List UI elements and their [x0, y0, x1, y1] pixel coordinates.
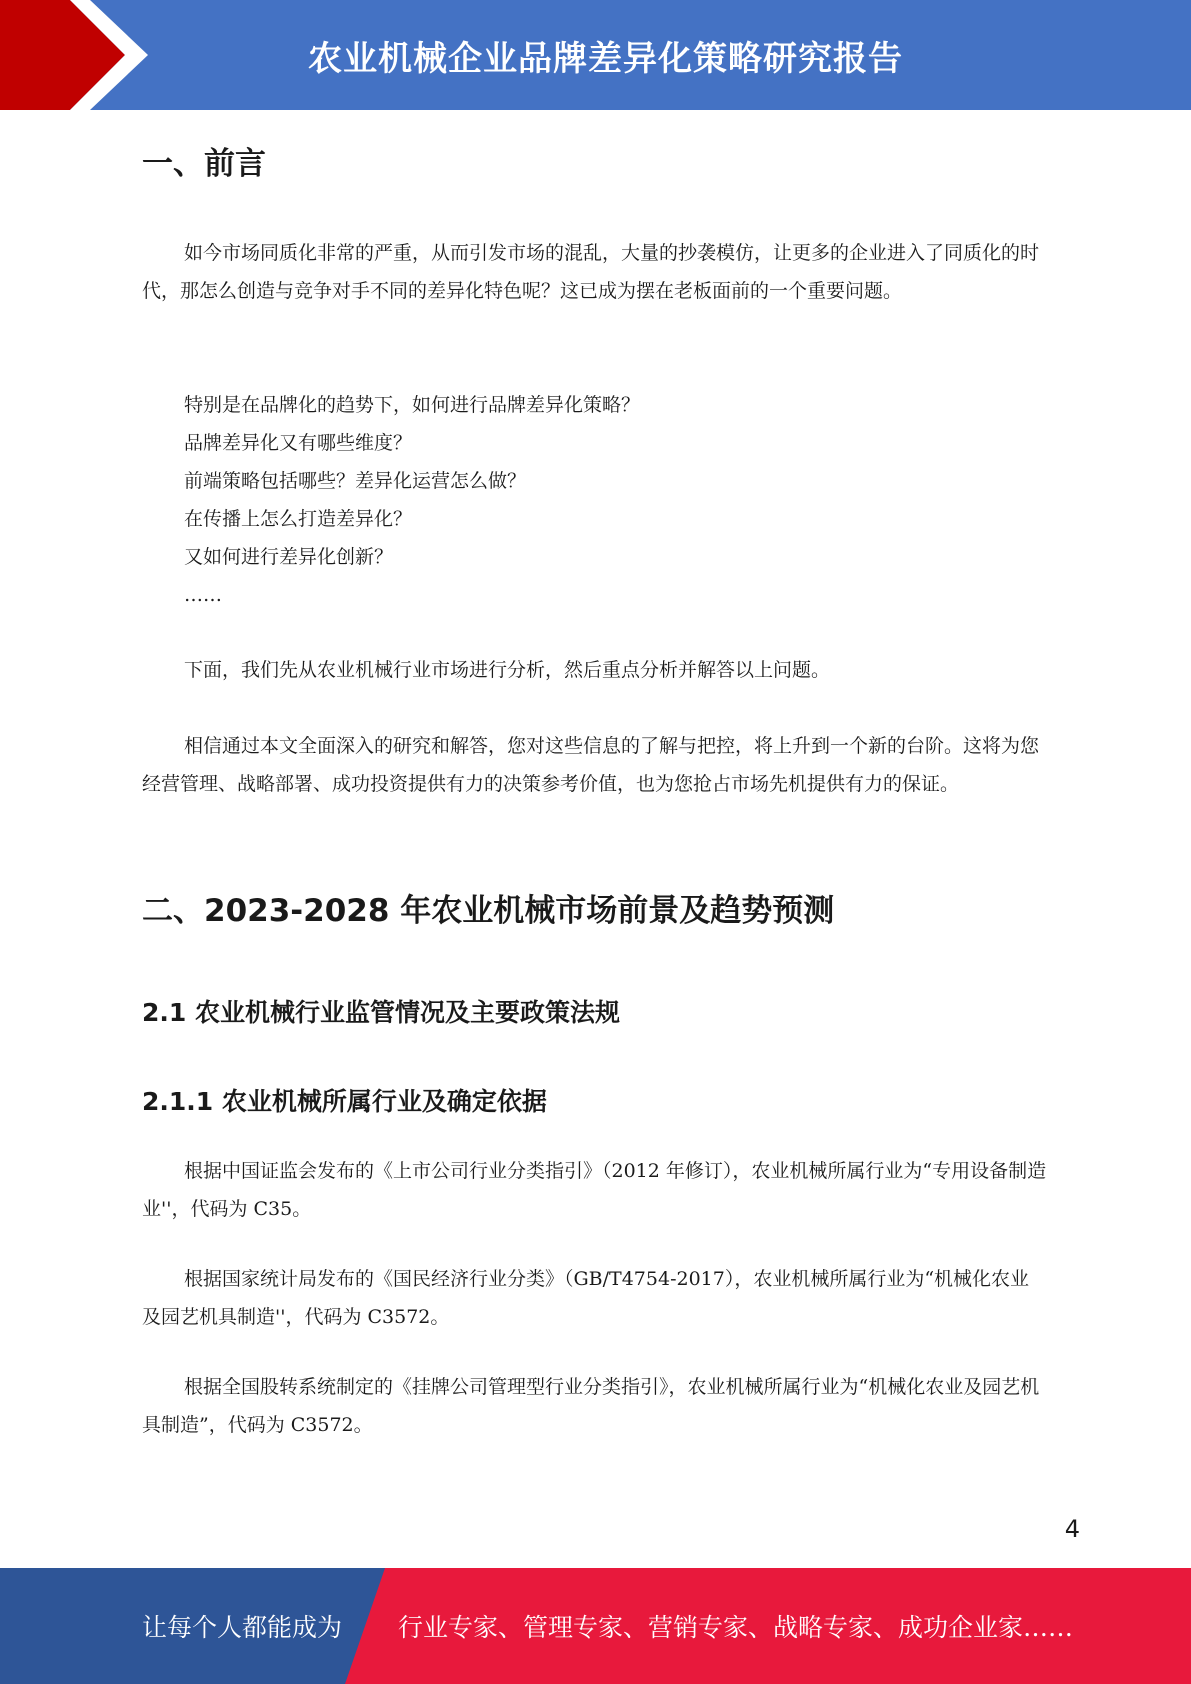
footer-slogan-right: 行业专家、管理专家、营销专家、战略专家、成功企业家……: [398, 1613, 1074, 1642]
question-item: 前端策略包括哪些？差异化运营怎么做？: [184, 470, 527, 492]
subsection-2-1-heading: 2.1 农业机械行业监管情况及主要政策法规: [142, 998, 620, 1027]
section-2-heading: 二、2023-2028 年农业机械市场前景及趋势预测: [142, 893, 835, 929]
question-item: 又如何进行差异化创新？: [184, 546, 394, 568]
paragraph-2-1-1-b: 根据国家统计局发布的《国民经济行业分类》（GB/T4754-2017），农业机械所属行业为“机械化农业及园艺机具制造''，代码为 C3572。: [142, 1268, 1030, 1328]
preface-paragraph-1: 如今市场同质化非常的严重，从而引发市场的混乱，大量的抄袭模仿，让更多的企业进入了同质化的时代，那怎么创造与竞争对手不同的差异化特色呢？这已成为摆在老板面前的一个重要问题。: [142, 242, 1040, 302]
footer-slogan-left: 让每个人都能成为: [142, 1613, 343, 1642]
question-list: [142, 386, 1047, 614]
question-item: 在传播上怎么打造差异化？: [184, 508, 413, 530]
question-ellipsis: ……: [184, 584, 222, 606]
page-number: 4: [1064, 1515, 1080, 1543]
preface-heading: 一、前言: [142, 146, 266, 182]
question-item: 特别是在品牌化的趋势下，如何进行品牌差异化策略？: [184, 394, 641, 416]
preface-paragraph-2: 下面，我们先从农业机械行业市场进行分析，然后重点分析并解答以上问题。: [184, 659, 831, 681]
paragraph-2-1-1-a: 根据中国证监会发布的《上市公司行业分类指引》（2012 年修订），农业机械所属行业为“专用设备制造业''，代码为 C35。: [142, 1160, 1047, 1220]
report-title: 农业机械企业品牌差异化策略研究报告: [308, 38, 903, 79]
paragraph-2-1-1-c: 根据全国股转系统制定的《挂牌公司管理型行业分类指引》，农业机械所属行业为“机械化农业及园艺机具制造”，代码为 C3572。: [142, 1376, 1040, 1436]
subsection-2-1-1-heading: 2.1.1 农业机械所属行业及确定依据: [142, 1087, 547, 1116]
preface-paragraph-3: 相信通过本文全面深入的研究和解答，您对这些信息的了解与把控，将上升到一个新的台阶。这将为您经营管理、战略部署、成功投资提供有力的决策参考价值，也为您抢占市场先机提供有力的保证。: [142, 735, 1040, 795]
question-item: 品牌差异化又有哪些维度？: [184, 432, 413, 454]
